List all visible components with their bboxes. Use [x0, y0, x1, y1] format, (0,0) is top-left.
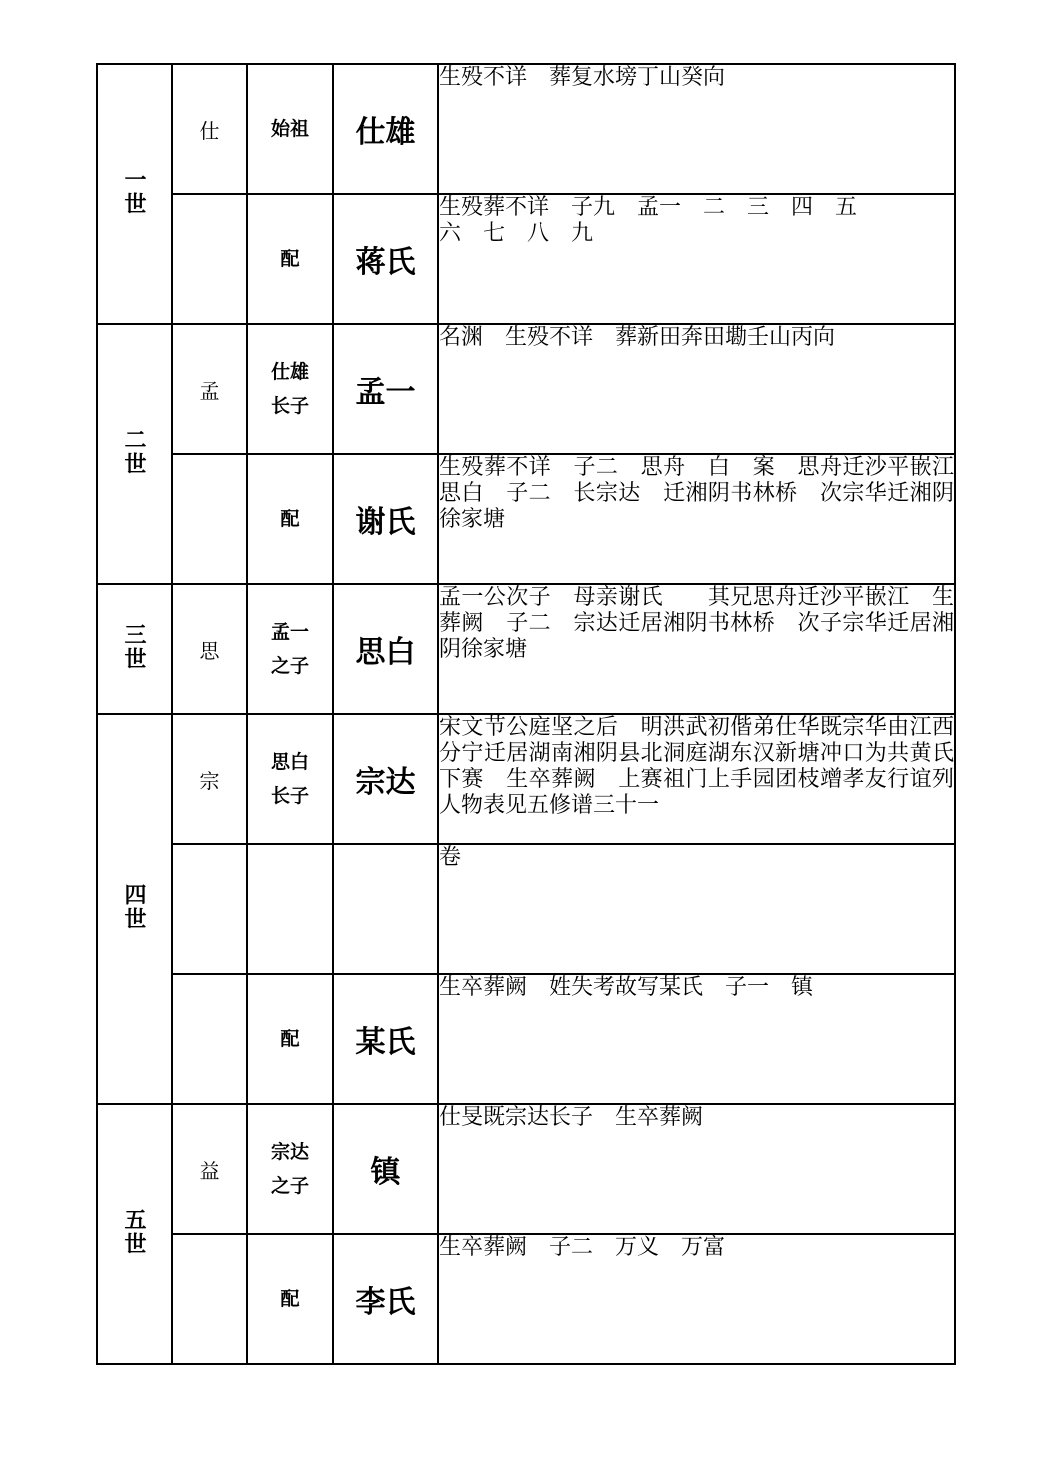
generation-character-cell [172, 194, 247, 324]
table-row [97, 324, 955, 454]
relation-cell: 配 [247, 194, 333, 324]
generation-cell [97, 584, 172, 714]
person-name-cell: 镇 [333, 1104, 438, 1234]
generation-cell [97, 64, 172, 324]
biography-cell: 宋文节公庭坚之后 明洪武初偕弟仕华既宗华由江西分宁迁居湖南湘阴县北洞庭湖东汉新塘冲口为共黄氏下赛 生卒葬阙 上赛祖门上手园团枝竲孝友行谊列 人物表见五修谱三十一 [438, 714, 955, 844]
person-name-cell: 宗达 [333, 714, 438, 844]
biography-cell: 生殁葬不详 子九 孟一 二 三 四 五 六 七 八 九 [438, 194, 955, 324]
generation-label: 一世 [121, 168, 147, 216]
person-name-cell: 某氏 [333, 974, 438, 1104]
table-row [97, 194, 955, 324]
generation-character-cell [172, 974, 247, 1104]
table-row [97, 714, 955, 844]
generation-label: 四世 [121, 883, 147, 931]
table-row [97, 974, 955, 1104]
generation-character-cell [172, 1234, 247, 1364]
person-name-cell: 李氏 [333, 1234, 438, 1364]
biography-cell: 仕旻既宗达长子 生卒葬阙 [438, 1104, 955, 1234]
person-name-cell: 仕雄 [333, 64, 438, 194]
relation-cell: 配 [247, 454, 333, 584]
relation-cell: 配 [247, 974, 333, 1104]
table-row [97, 1104, 955, 1234]
relation-cell: 仕雄 长子 [247, 324, 333, 454]
relation-cell: 始祖 [247, 64, 333, 194]
generation-cell [97, 714, 172, 1104]
table-row [97, 64, 955, 194]
biography-cell: 卷 [438, 844, 955, 974]
generation-label: 五世 [121, 1208, 147, 1256]
relation-cell: 思白 长子 [247, 714, 333, 844]
relation-cell: 孟一 之子 [247, 584, 333, 714]
person-name-cell [333, 844, 438, 974]
person-name-cell: 谢氏 [333, 454, 438, 584]
generation-label: 二世 [121, 428, 147, 476]
biography-cell: 生卒葬阙 姓失考故写某氏 子一 镇 [438, 974, 955, 1104]
person-name-cell: 思白 [333, 584, 438, 714]
biography-cell: 孟一公次子 母亲谢氏 其兄思舟迁沙平嵌江 生葬阙 子二 宗达迁居湘阴书林桥 次子宗华迁居湘阴徐家塘 [438, 584, 955, 714]
generation-character-cell: 孟 [172, 324, 247, 454]
generation-character-cell [172, 454, 247, 584]
generation-character-cell: 思 [172, 584, 247, 714]
person-name-cell: 蒋氏 [333, 194, 438, 324]
generation-cell [97, 324, 172, 584]
genealogy-body [97, 64, 977, 1364]
table-row [97, 454, 955, 584]
generation-character-cell [172, 844, 247, 974]
biography-cell: 名渊 生殁不详 葬新田奔田墈壬山丙向 [438, 324, 955, 454]
table-row [97, 1234, 955, 1364]
generation-cell [97, 1104, 172, 1364]
biography-cell: 生殁葬不详 子二 思舟 白 案 思舟迁沙平嵌江思白 子二 长宗达 迁湘阴书林桥 次宗华迁湘阴徐家塘 [438, 454, 955, 584]
relation-cell: 配 [247, 1234, 333, 1364]
generation-character-cell: 仕 [172, 64, 247, 194]
table-row [97, 584, 955, 714]
table-row [97, 844, 955, 974]
genealogy-table [96, 63, 977, 1365]
person-name-cell: 孟一 [333, 324, 438, 454]
generation-label: 三世 [121, 623, 147, 671]
biography-cell: 生卒葬阙 子二 万义 万富 [438, 1234, 955, 1364]
generation-character-cell: 宗 [172, 714, 247, 844]
relation-cell [247, 844, 333, 974]
generation-character-cell: 益 [172, 1104, 247, 1234]
biography-cell: 生殁不详 葬复水塝丁山癸向 [438, 64, 955, 194]
relation-cell: 宗达 之子 [247, 1104, 333, 1234]
